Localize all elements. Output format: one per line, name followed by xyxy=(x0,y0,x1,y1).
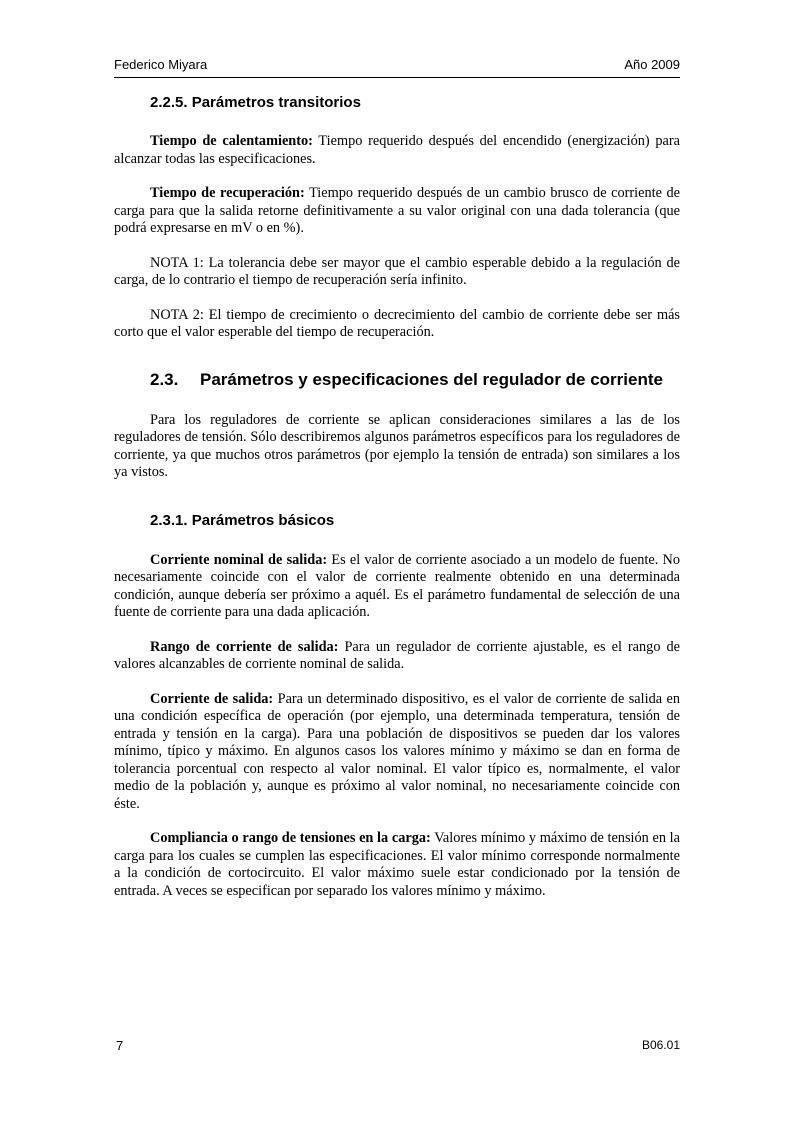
paragraph-corriente-salida xyxy=(114,691,680,814)
definition-text: Tiempo requerido después de un cambio brusco de corriente de carga para que la salida retorne definitivamente a su valor original con una dada tolerancia (que podrá expresarse en mV o en %). xyxy=(114,185,680,236)
paragraph-nota-2: NOTA 2: El tiempo de crecimiento o decrecimiento del cambio de corriente debe ser más corto que el valor esperable del tiempo de recuperación. xyxy=(114,306,680,340)
section-title: Parámetros y especificaciones del regulador de corriente xyxy=(200,369,663,389)
page-number: 7 xyxy=(116,1038,124,1053)
definition-text: Es el valor de corriente asociado a un modelo de fuente. No necesariamente coincide con el valor de corriente realmente obtenido en una determinada condición, aunque debería ser próximo a aquél. Es el parámetro fundamental de selección de una fuente de corriente para una dada aplicación. xyxy=(114,551,680,620)
paragraph-rango-corriente xyxy=(114,639,680,674)
definition-text: Para un determinado dispositivo, es el valor de corriente de salida en una condición específica de operación (por ejemplo, una determinada temperatura, tensión de entrada y tensión en la carga). Para una población de dispositivos se pueden dar los valores mínimo, típico y máximo. En algunos casos los valores mínimo y máximo se dan en forma de tolerancia porcentual con respecto al valor nominal. El valor típico es, normalmente, el valor medio de la población y, aunque es próximo al valor nominal, no necesariamente coincide con éste. xyxy=(114,690,680,812)
term-tiempo-recuperacion: Tiempo de recuperación: xyxy=(150,185,305,201)
section-heading-2-3-1: 2.3.1. Parámetros básicos xyxy=(150,511,335,529)
page-header xyxy=(114,57,680,78)
paragraph-tiempo-calentamiento xyxy=(114,133,680,168)
paragraph-nota-1: NOTA 1: La tolerancia debe ser mayor que el cambio esperable debido a la regulación de carga, de lo contrario el tiempo de recuperación sería infinito. xyxy=(114,254,680,288)
header-author: Federico Miyara xyxy=(114,57,208,72)
page-footer xyxy=(114,1038,680,1056)
section-heading-2-3 xyxy=(114,370,680,390)
term-rango-corriente: Rango de corriente de salida: xyxy=(150,638,339,655)
page-content xyxy=(114,90,680,900)
definition-text: Para un regulador de corriente ajustable, es el rango de valores alcanzables de corriente nominal de salida. xyxy=(114,638,680,672)
document-code: B06.01 xyxy=(641,1038,680,1052)
definition-text: Valores mínimo y máximo de tensión en la carga para los cuales se cumplen las especificaciones. El valor mínimo corresponde normalmente a la condición de cortocircuito. El valor máximo suele estar condicionado por la tensión de entrada. A veces se especifican por separado los valores mínimo y máximo. xyxy=(114,830,680,899)
term-tiempo-calentamiento: Tiempo de calentamiento: xyxy=(150,133,313,149)
definition-text: Tiempo requerido después del encendido (energización) para alcanzar todas las especificaciones. xyxy=(114,133,680,167)
section-heading-2-2-5: 2.2.5. Parámetros transitorios xyxy=(150,94,361,111)
term-corriente-nominal: Corriente nominal de salida: xyxy=(150,551,328,568)
paragraph-tiempo-recuperacion xyxy=(114,185,680,238)
section-number: 2.3. xyxy=(150,369,179,389)
term-compliancia: Compliancia o rango de tensiones en la carga: xyxy=(150,830,431,846)
term-corriente-salida: Corriente de salida: xyxy=(150,690,274,707)
header-year: Año 2009 xyxy=(624,57,680,72)
paragraph-corriente-nominal xyxy=(114,552,680,622)
paragraph-intro-reguladores: Para los reguladores de corriente se aplican consideraciones similares a las de los reguladores de tensión. Sólo describiremos algunos parámetros específicos para los reguladores de corriente, ya que muchos otros parámetros (por ejemplo la tensión de entrada) son similares a los ya vistos. xyxy=(114,411,680,480)
paragraph-compliancia xyxy=(114,830,680,900)
